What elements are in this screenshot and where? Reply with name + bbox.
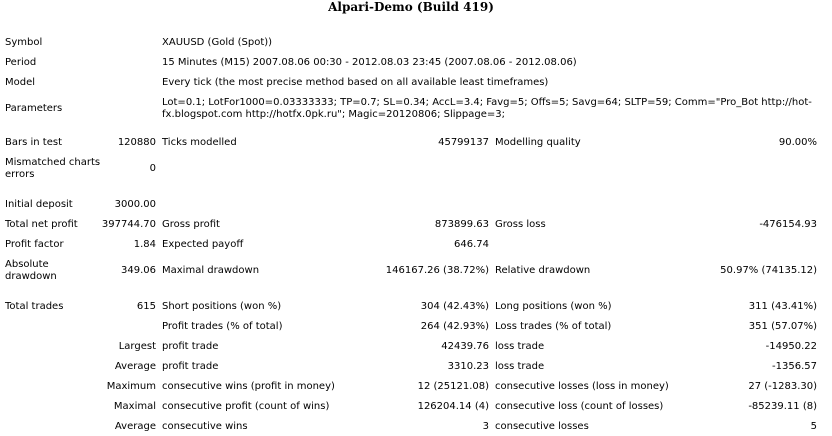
largest-profit-trade-label: profit trade	[162, 341, 219, 352]
loss-trades-label: Loss trades (% of total)	[495, 321, 612, 332]
profit-factor-value: 1.84	[133, 239, 156, 250]
symbol-label: Symbol	[5, 37, 43, 48]
relative-drawdown-value: 50.97% (74135.12)	[720, 265, 817, 276]
quality-label: Modelling quality	[495, 137, 581, 148]
absolute-drawdown-label: Absolute drawdown	[5, 259, 57, 282]
loss-trades-value: 351 (57.07%)	[748, 321, 817, 332]
long-positions-label: Long positions (won %)	[495, 301, 612, 312]
profit-factor-label: Profit factor	[5, 239, 64, 250]
symbol-value: XAUUSD (Gold (Spot))	[162, 37, 273, 48]
net-profit-label: Total net profit	[5, 219, 78, 230]
profit-trades-value: 264 (42.93%)	[420, 321, 489, 332]
max-consecutive-wins-label: consecutive wins (profit in money)	[162, 381, 335, 392]
largest-label: Largest	[118, 341, 156, 352]
maximal-consecutive-loss-label: consecutive loss (count of losses)	[495, 401, 664, 412]
total-trades-label: Total trades	[5, 301, 64, 312]
gross-profit-label: Gross profit	[162, 219, 220, 230]
maximal-label: Maximal	[113, 401, 156, 412]
report-title: Alpari-Demo (Build 419)	[328, 0, 494, 14]
quality-value: 90.00%	[778, 137, 817, 148]
gross-loss-value: -476154.93	[759, 219, 817, 230]
maximal-consecutive-profit-label: consecutive profit (count of wins)	[162, 401, 330, 412]
average-loss-trade-label: loss trade	[495, 361, 545, 372]
expected-payoff-value: 646.74	[454, 239, 489, 250]
average-consecutive-losses-value: 5	[810, 421, 817, 432]
ticks-label: Ticks modelled	[162, 137, 237, 148]
maximal-consecutive-loss-value: -85239.11 (8)	[748, 401, 817, 412]
period-value: 15 Minutes (M15) 2007.08.06 00:30 - 2012.08.03 23:45 (2007.08.06 - 2012.08.06)	[162, 57, 577, 68]
max-consecutive-losses-label: consecutive losses (loss in money)	[495, 381, 669, 392]
parameters-value: Lot=0.1; LotFor1000=0.03333333; TP=0.7; SL=0.34; AccL=3.4; Favg=5; Offs=5; Savg=64; SLTP=59; Comm="Pro_Bot http://hot-fx.blogspot.com http://hotfx.0pk.ru"; Magic=20120806; Slippage=3;	[162, 97, 812, 120]
mismatched-label: Mismatched charts errors	[5, 157, 101, 180]
average-profit-trade-label: profit trade	[162, 361, 219, 372]
relative-drawdown-label: Relative drawdown	[495, 265, 591, 276]
absolute-drawdown-value: 349.06	[121, 265, 156, 276]
gross-loss-label: Gross loss	[495, 219, 546, 230]
gross-profit-value: 873899.63	[434, 219, 489, 230]
average-consecutive-wins-label: consecutive wins	[162, 421, 248, 432]
maximal-consecutive-profit-value: 126204.14 (4)	[417, 401, 489, 412]
long-positions-value: 311 (43.41%)	[748, 301, 817, 312]
period-label: Period	[5, 57, 37, 68]
maximum-label: Maximum	[106, 381, 156, 392]
average-consecutive-losses-label: consecutive losses	[495, 421, 589, 432]
model-label: Model	[5, 77, 36, 88]
deposit-value: 3000.00	[114, 199, 156, 210]
mismatched-value: 0	[149, 163, 156, 174]
parameters-label: Parameters	[5, 103, 63, 114]
short-positions-value: 304 (42.43%)	[420, 301, 489, 312]
largest-loss-trade-value: -14950.22	[765, 341, 817, 352]
net-profit-value: 397744.70	[101, 219, 156, 230]
deposit-label: Initial deposit	[5, 199, 73, 210]
max-consecutive-losses-value: 27 (-1283.30)	[748, 381, 817, 392]
average-label: Average	[114, 361, 156, 372]
profit-trades-label: Profit trades (% of total)	[162, 321, 283, 332]
max-consecutive-wins-value: 12 (25121.08)	[417, 381, 489, 392]
largest-profit-trade-value: 42439.76	[441, 341, 489, 352]
average-profit-trade-value: 3310.23	[447, 361, 489, 372]
total-trades-value: 615	[136, 301, 156, 312]
short-positions-label: Short positions (won %)	[162, 301, 282, 312]
bars-label: Bars in test	[5, 137, 62, 148]
largest-loss-trade-label: loss trade	[495, 341, 545, 352]
bars-value: 120880	[117, 137, 156, 148]
average-consecutive-label: Average	[114, 421, 156, 432]
ticks-value: 45799137	[438, 137, 489, 148]
average-consecutive-wins-value: 3	[482, 421, 489, 432]
maximal-drawdown-label: Maximal drawdown	[162, 265, 260, 276]
average-loss-trade-value: -1356.57	[772, 361, 817, 372]
expected-payoff-label: Expected payoff	[162, 239, 244, 250]
model-value: Every tick (the most precise method based on all available least timeframes)	[162, 77, 549, 88]
maximal-drawdown-value: 146167.26 (38.72%)	[385, 265, 489, 276]
